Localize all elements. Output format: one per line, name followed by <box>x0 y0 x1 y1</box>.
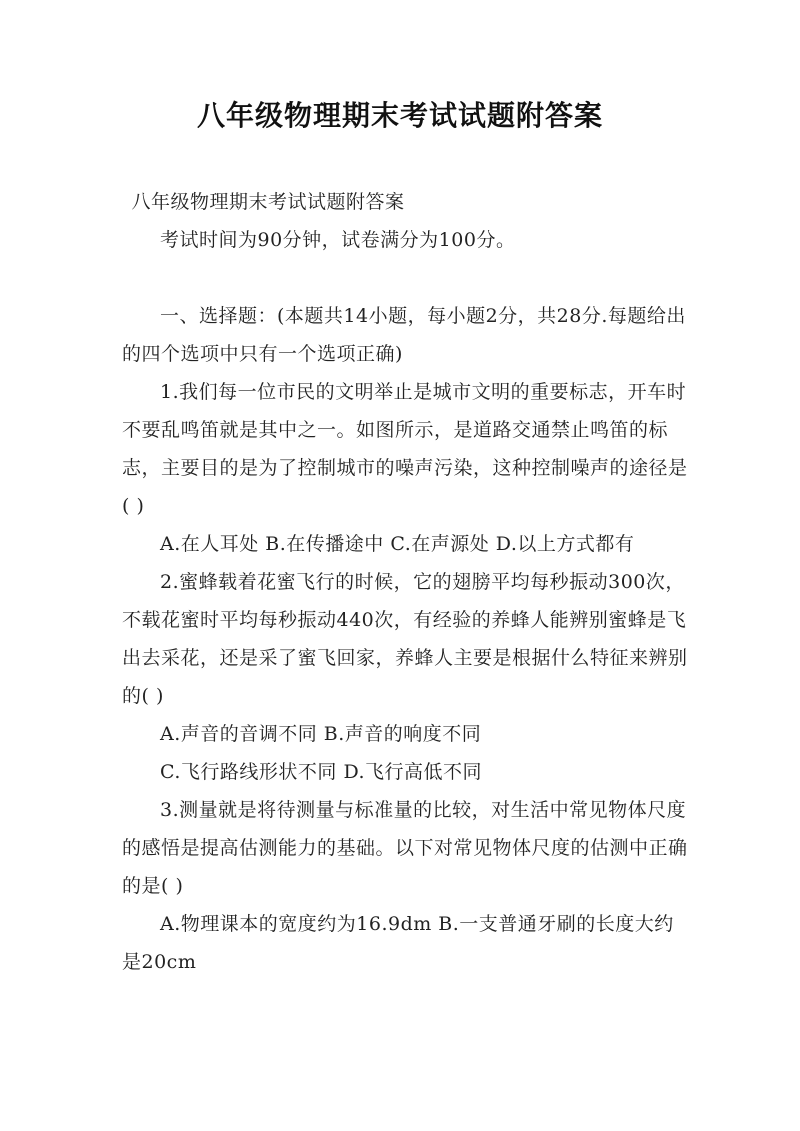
question-1: 1.我们每一位市民的文明举止是城市文明的重要标志，开车时不要乱鸣笛就是其中之一。如图所示，是道路交通禁止鸣笛的标志，主要目的是为了控制城市的噪声污染，这种控制噪声的途径是( ) <box>122 381 688 517</box>
question-2: 2.蜜蜂载着花蜜飞行的时候，它的翅膀平均每秒振动300次，不载花蜜时平均每秒振动440次，有经验的养蜂人能辨别蜜蜂是飞出去采花，还是采了蜜飞回家，养蜂人主要是根据什么特征来辨别的( ) <box>122 571 688 707</box>
blank-line <box>122 259 692 297</box>
question-2-options-ab: A.声音的音调不同 B.声音的响度不同 <box>160 723 482 745</box>
document-body <box>122 183 692 981</box>
document-title: 八年级物理期末考试试题附答案 <box>196 99 603 132</box>
subtitle-line: 八年级物理期末考试试题附答案 <box>131 191 405 213</box>
question-3: 3.测量就是将待测量与标准量的比较，对生活中常见物体尺度的感悟是提高估测能力的基础。以下对常见物体尺度的估测中正确的是( ) <box>122 799 688 897</box>
question-3-options-ab: A.物理课本的宽度约为16.9dm B.一支普通牙刷的长度大约是20cm <box>122 913 674 973</box>
section-heading: 一、选择题：(本题共14小题，每小题2分，共28分.每题给出的四个选项中只有一个选项正确) <box>122 305 686 365</box>
question-2-options-cd: C.飞行路线形状不同 D.飞行高低不同 <box>160 761 483 783</box>
exam-info: 考试时间为90分钟，试卷满分为100分。 <box>160 229 516 251</box>
question-1-options: A.在人耳处 B.在传播途中 C.在声源处 D.以上方式都有 <box>160 533 635 555</box>
